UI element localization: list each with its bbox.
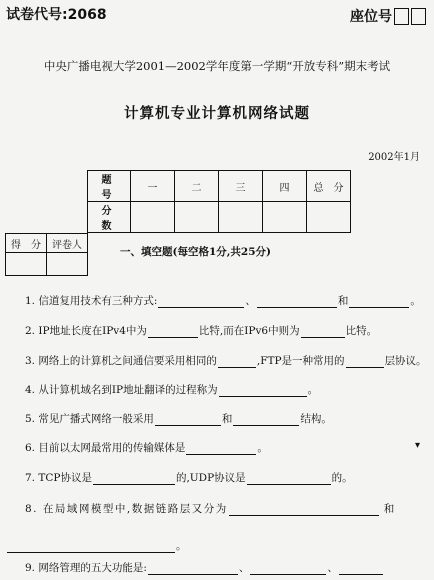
question-text: 。 [410, 295, 421, 307]
grader-table [5, 233, 88, 276]
question-text: 1. 信道复用技术有三种方式: [25, 295, 158, 307]
grader-cell: 评卷人 [47, 234, 88, 253]
question-text: 4. 从计算机域名到IP地址翻译的过程称为 [25, 384, 218, 396]
exam-line: 中央广播电视大学2001—2002学年度第一学期“开放专科”期末考试 [43, 59, 391, 73]
score-table [87, 170, 351, 233]
answer-blank[interactable] [186, 443, 256, 455]
score-cell: 分 数 [88, 202, 131, 233]
question-text: 9. 网络管理的五大功能是: [25, 562, 147, 574]
answer-blank[interactable] [148, 326, 198, 338]
score-input-cell[interactable] [219, 202, 263, 233]
question-6 [25, 440, 268, 455]
exam-date: 2002年1月 [368, 152, 420, 163]
question-text: 比特。 [345, 325, 378, 337]
section-title: 一、填空题(每空格1分,共25分) [120, 246, 272, 258]
answer-blank[interactable] [148, 563, 238, 575]
question-text: 的,UDP协议是 [175, 472, 246, 484]
answer-blank[interactable] [158, 296, 244, 308]
score-table-value-row [88, 202, 351, 233]
question-text: 5. 常见广播式网络一般采用 [25, 413, 154, 425]
question-text: 、 [238, 562, 250, 574]
answer-blank[interactable] [93, 473, 175, 485]
question-text: 8. 在局域网模型中,数据链路层又分为 [25, 503, 228, 515]
answer-blank[interactable] [229, 504, 379, 516]
question-5 [25, 411, 332, 426]
seat-box [394, 8, 409, 25]
page-title: 计算机专业计算机网络试题 [124, 105, 310, 122]
score-cell: 一 [131, 171, 175, 202]
answer-blank[interactable] [349, 296, 409, 308]
question-text: 和 [221, 413, 233, 425]
grader-input-cell[interactable] [6, 253, 47, 276]
answer-blank[interactable] [7, 541, 175, 553]
seat-number [350, 6, 426, 26]
question-text: 。 [307, 384, 319, 396]
grader-header-row [6, 234, 88, 253]
answer-blank[interactable] [339, 563, 383, 575]
answer-blank[interactable] [247, 473, 331, 485]
answer-blank[interactable] [346, 356, 384, 368]
question-3 [25, 353, 427, 368]
answer-blank[interactable] [155, 414, 221, 426]
score-cell: 二 [175, 171, 219, 202]
question-text: 2. IP地址长度在IPv4中为 [25, 325, 147, 337]
score-table-header-row [88, 171, 351, 202]
question-8-continuation [6, 538, 187, 553]
answer-blank[interactable] [233, 414, 299, 426]
answer-blank[interactable] [257, 296, 337, 308]
exam-code: 试卷代号:2068 [6, 7, 107, 23]
question-9 [25, 560, 384, 575]
score-input-cell[interactable] [307, 202, 351, 233]
answer-blank[interactable] [250, 563, 326, 575]
question-text: 、 [245, 295, 256, 307]
question-7 [25, 470, 353, 485]
seat-label: 座位号 [350, 9, 392, 25]
question-1 [25, 293, 421, 308]
question-text: 结构。 [300, 413, 332, 425]
grader-value-row [6, 253, 88, 276]
question-text: 。 [257, 442, 268, 454]
grader-cell: 得 分 [6, 234, 47, 253]
question-text: 。 [176, 540, 187, 552]
question-text: 6. 目前以太网最常用的传输媒体是 [25, 442, 186, 454]
question-2 [25, 323, 377, 338]
score-cell: 三 [219, 171, 263, 202]
question-text: 7. TCP协议是 [25, 472, 92, 484]
score-input-cell[interactable] [131, 202, 175, 233]
question-4 [25, 382, 318, 397]
answer-blank[interactable] [219, 385, 307, 397]
scan-mark: ▾ [414, 440, 420, 451]
question-8 [25, 501, 396, 516]
question-text: 、 [327, 562, 338, 574]
seat-box [411, 8, 426, 25]
question-text: 比特,而在IPv6中则为 [198, 325, 300, 337]
question-text: 的。 [331, 472, 353, 484]
question-text: 3. 网络上的计算机之间通信要采用相同的 [25, 355, 217, 367]
score-cell: 题 号 [88, 171, 131, 202]
score-input-cell[interactable] [263, 202, 307, 233]
answer-blank[interactable] [218, 356, 256, 368]
question-text: 层协议。 [384, 355, 427, 367]
score-cell: 四 [263, 171, 307, 202]
score-input-cell[interactable] [175, 202, 219, 233]
question-text: 和 [337, 295, 349, 307]
score-cell: 总 分 [307, 171, 351, 202]
grader-input-cell[interactable] [47, 253, 88, 276]
question-text: 和 [383, 503, 396, 515]
question-text: ,FTP是一种常用的 [256, 355, 345, 367]
answer-blank[interactable] [301, 326, 345, 338]
